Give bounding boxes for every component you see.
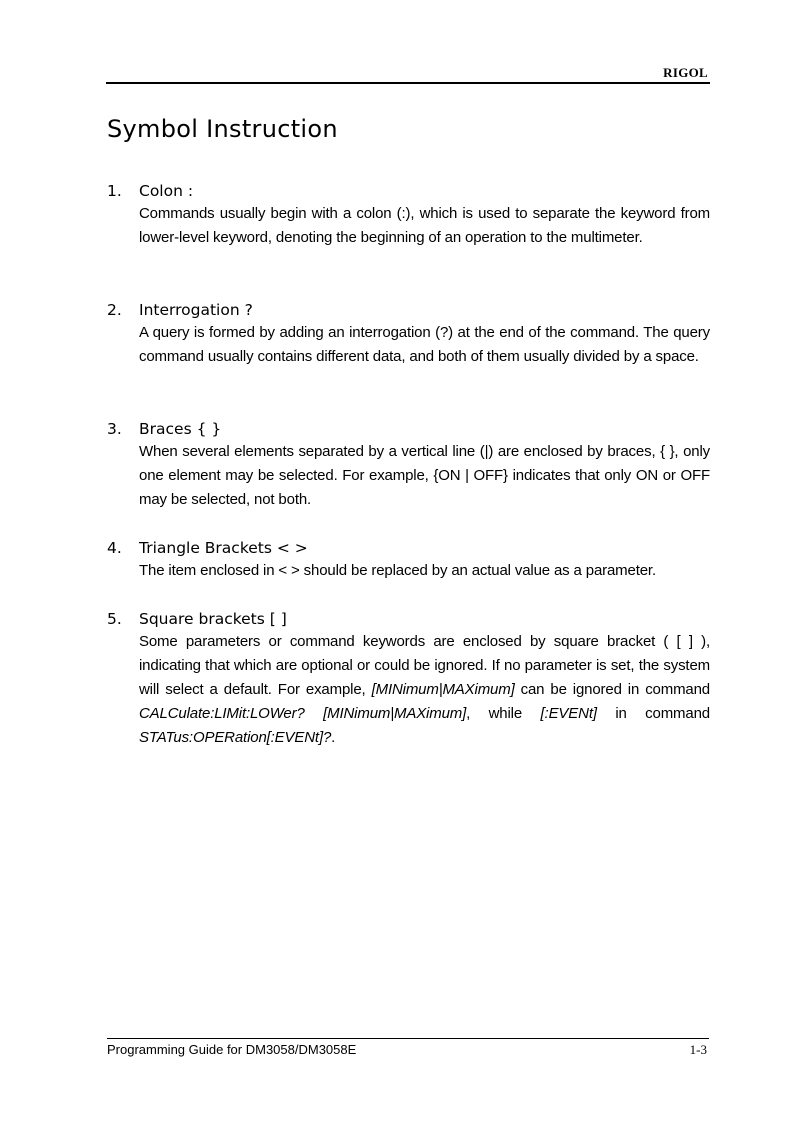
body-text: Some parameters or command keywords are enclosed by square bracket ( [ ] ), indicating that which are optional or could be ignored. If no parameter is set, the system will select a default. For example, — [139, 633, 710, 698]
section-body: Commands usually begin with a colon (:), which is used to separate the keyword from lower-level keyword, denoting the beginning of an operation to the multimeter. — [139, 205, 710, 246]
section-body: A query is formed by adding an interrogation (?) at the end of the command. The query command usually contains different data, and both of them usually divided by a space. — [139, 324, 710, 365]
body-text: can be ignored in command — [514, 681, 711, 698]
section-number: 3. — [107, 420, 122, 438]
section-title: Interrogation ? — [139, 301, 253, 319]
section-number: 2. — [107, 301, 122, 319]
section-heading — [107, 299, 710, 321]
section-square-brackets — [107, 608, 710, 750]
page-title: Symbol Instruction — [107, 115, 338, 143]
body-text: , while — [466, 705, 541, 722]
section-body — [139, 630, 710, 750]
section-body: The item enclosed in < > should be replaced by an actual value as a parameter. — [139, 562, 656, 579]
section-title: Braces { } — [139, 420, 222, 438]
section-number: 5. — [107, 610, 122, 628]
italic-command: CALCulate:LIMit:LOWer? [MINimum|MAXimum] — [139, 705, 467, 722]
section-title: Triangle Brackets < > — [139, 539, 308, 557]
section-braces — [107, 418, 710, 512]
page-number: 1-3 — [689, 1042, 707, 1057]
section-heading — [107, 608, 710, 630]
page-footer — [107, 1038, 709, 1059]
body-text: . — [331, 729, 336, 746]
brand-logo-text: RIGOL — [663, 65, 708, 80]
footer-doc-title: Programming Guide for DM3058/DM3058E — [107, 1042, 357, 1057]
section-title: Square brackets [ ] — [139, 610, 287, 628]
italic-example: [:EVENt] — [540, 705, 597, 722]
page-header — [106, 62, 710, 84]
section-colon — [107, 180, 710, 250]
section-heading — [107, 537, 710, 559]
section-title: Colon : — [139, 182, 194, 200]
section-heading — [107, 418, 710, 440]
italic-example: [MINimum|MAXimum] — [371, 681, 515, 698]
section-body: When several elements separated by a vertical line (|) are enclosed by braces, { }, only one element may be selected. For example, {ON | OFF} indicates that only ON or OFF may be selected, not both. — [139, 443, 710, 508]
section-number: 4. — [107, 539, 122, 557]
body-text: in command — [596, 705, 710, 722]
section-number: 1. — [107, 182, 122, 200]
section-heading — [107, 180, 710, 202]
italic-command: STATus:OPERation[:EVENt]? — [139, 729, 332, 746]
section-interrogation — [107, 299, 710, 369]
section-triangle-brackets — [107, 537, 710, 583]
